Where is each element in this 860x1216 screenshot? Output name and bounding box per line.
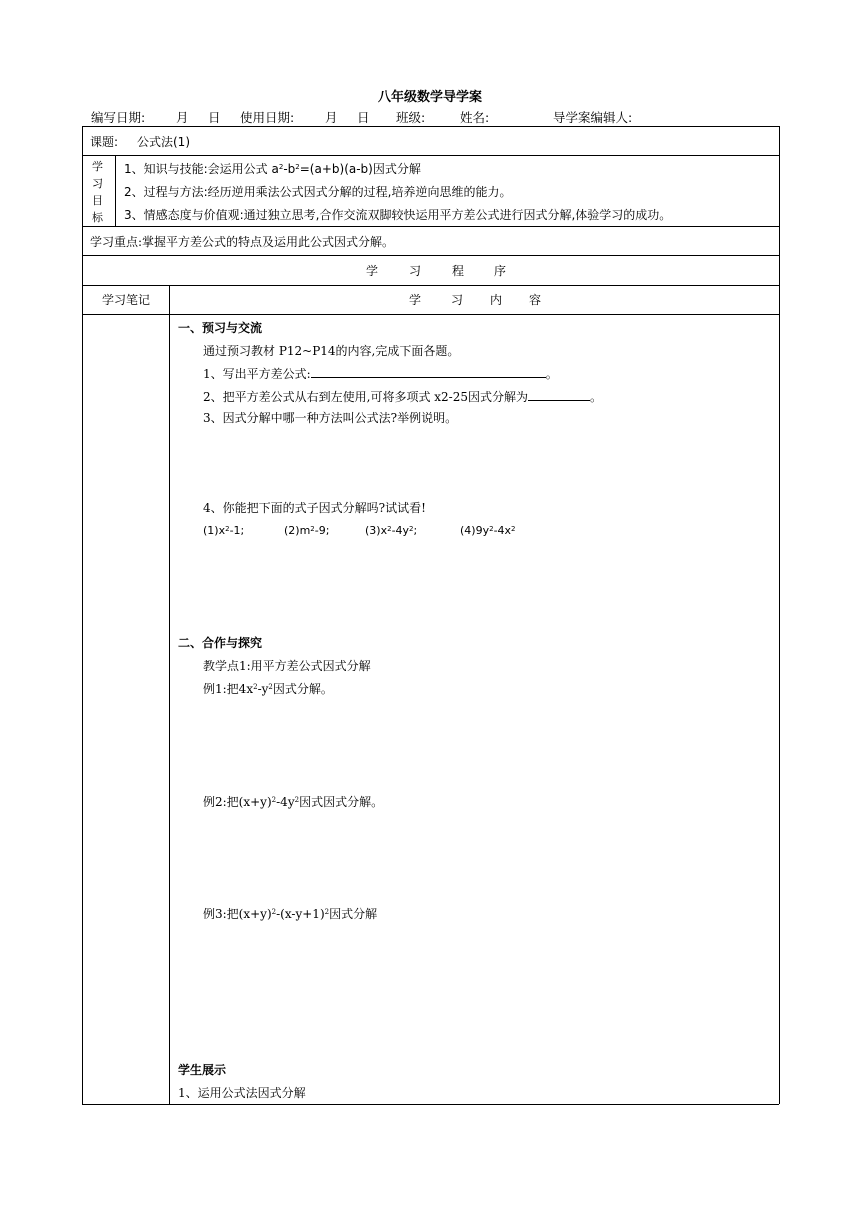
question-3: 3、因式分解中哪一种方法叫公式法?举例说明。 bbox=[203, 411, 458, 425]
procedure-char: 序 bbox=[494, 264, 507, 278]
exercise-1: $(1)x^2-1$; bbox=[203, 524, 245, 537]
write-date-day: 日 bbox=[208, 110, 221, 125]
write-date-label: 编写日期: bbox=[91, 110, 146, 125]
page-title: 八年级数学导学案 bbox=[377, 90, 482, 105]
content-header-char: 习 bbox=[451, 293, 464, 307]
topic-value: 公式法(1) bbox=[137, 135, 190, 149]
goal-process: 2、过程与方法:经历逆用乘法公式因式分解的过程,培养逆向思维的能力。 bbox=[124, 185, 512, 199]
answer-blank[interactable] bbox=[311, 366, 546, 378]
goals-label-char: 习 bbox=[92, 177, 103, 190]
use-date-label: 使用日期: bbox=[240, 110, 295, 125]
lesson-table bbox=[82, 126, 780, 1104]
content-header-char: 内 bbox=[490, 293, 503, 307]
preview-intro: 通过预习教材 P12~P14的内容,完成下面各题。 bbox=[203, 344, 460, 358]
example-3: 例3:把$(x+y)^2-(x-y+1)^2$因式分解 bbox=[203, 907, 378, 921]
question-1: 1、写出平方差公式: 。 bbox=[203, 367, 558, 381]
table-rule bbox=[82, 155, 779, 156]
use-date-day: 日 bbox=[357, 110, 370, 125]
editor-label: 导学案编辑人: bbox=[553, 110, 633, 125]
teaching-point-1: 教学点1:用平方差公式因式分解 bbox=[203, 659, 371, 673]
content-header-char: 容 bbox=[529, 293, 542, 307]
content-header-char: 学 bbox=[409, 293, 422, 307]
procedure-char: 学 bbox=[366, 264, 379, 278]
example-1: 例1:把$4x^2-y^2$因式分解。 bbox=[203, 682, 333, 696]
goals-label-char: 目 bbox=[92, 194, 103, 207]
table-rule bbox=[82, 255, 779, 256]
table-rule bbox=[82, 285, 779, 286]
table-rule bbox=[82, 314, 779, 315]
goal-knowledge: 1、知识与技能:会运用公式 $a^2-b^2=(a+b)(a-b)$因式分解 bbox=[124, 162, 421, 176]
section-showcase-heading: 学生展示 bbox=[178, 1063, 227, 1077]
example-2: 例2:把$(x+y)^2-4y^2$因式因式分解。 bbox=[203, 795, 384, 809]
question-4: 4、你能把下面的式子因式分解吗?试试看! bbox=[203, 501, 426, 515]
class-label: 班级: bbox=[396, 110, 426, 125]
question-2: 2、把平方差公式从右到左使用,可将多项式 x2-25因式分解为 。 bbox=[203, 390, 603, 404]
exercise-4: $(4)9y^2-4x^2$ bbox=[460, 524, 516, 537]
goals-divider bbox=[115, 155, 116, 226]
topic-label: 课题: bbox=[90, 135, 119, 149]
key-point: 学习重点:掌握平方差公式的特点及运用此公式因式分解。 bbox=[90, 235, 395, 249]
answer-blank[interactable] bbox=[528, 389, 590, 401]
section-preview-heading: 一、预习与交流 bbox=[178, 321, 263, 335]
notes-divider bbox=[169, 285, 170, 1104]
procedure-char: 习 bbox=[409, 264, 422, 278]
exercise-2: $(2)m^2-9$; bbox=[284, 524, 330, 537]
table-rule bbox=[82, 226, 779, 227]
goal-attitude: 3、情感态度与价值观:通过独立思考,合作交流双脚较快运用平方差公式进行因式分解,体验学习的成功。 bbox=[124, 208, 672, 222]
section-explore-heading: 二、合作与探究 bbox=[178, 636, 263, 650]
goals-label-char: 标 bbox=[92, 211, 103, 224]
table-rule bbox=[82, 1104, 779, 1105]
use-date-month: 月 bbox=[325, 110, 338, 125]
procedure-char: 程 bbox=[452, 264, 465, 278]
notes-column-header: 学习笔记 bbox=[102, 293, 151, 307]
table-rule bbox=[82, 126, 779, 127]
goals-label-char: 学 bbox=[92, 160, 103, 173]
name-label: 姓名: bbox=[460, 110, 490, 125]
exercise-3: $(3)x^2-4y^2$; bbox=[365, 524, 418, 537]
showcase-item-1: 1、运用公式法因式分解 bbox=[178, 1086, 306, 1100]
write-date-month: 月 bbox=[176, 110, 189, 125]
